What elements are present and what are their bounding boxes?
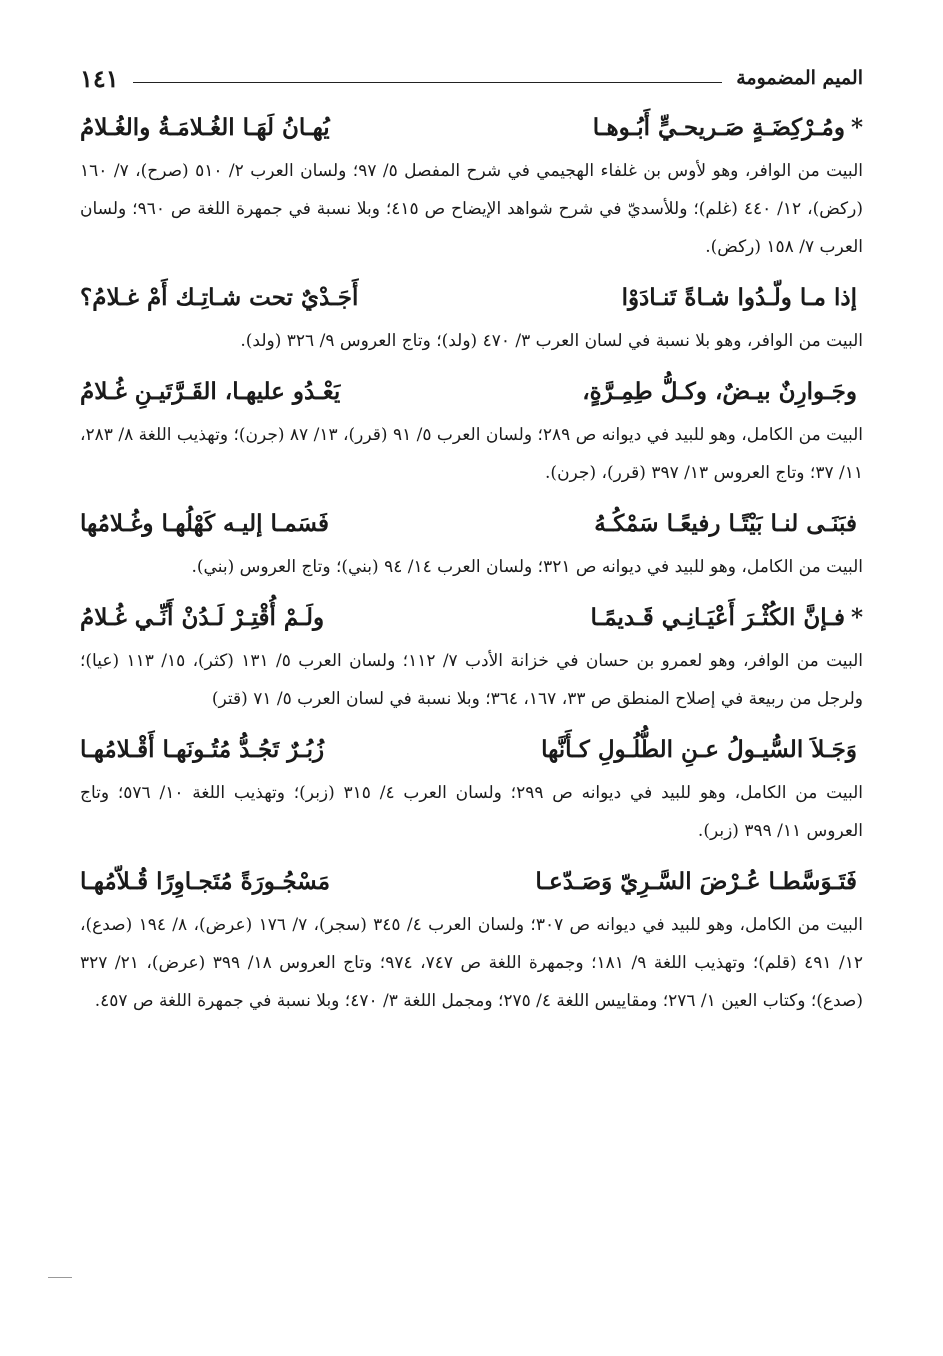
hemistich-first: وجَـوارِنٌ بيـضٌ، وكـلُّ طِمِـرَّةٍ،: [582, 378, 857, 405]
header-rule: [133, 82, 723, 83]
commentary: البيت من الكامل، وهو للبيد في ديوانه ص ٣٢١؛ ولسان العرب ١٤/ ٩٤ (بني)؛ وتاج العروس (بني).: [191, 557, 863, 577]
commentary: البيت من الوافر، وهو بلا نسبة في لسان العرب ٣/ ٤٧٠ (ولد)؛ وتاج العروس ٩/ ٣٢٦ (ولد).: [240, 331, 863, 351]
verse-line: [80, 274, 863, 322]
page-body: [80, 58, 863, 1028]
hemistich-second: مَسْجُـورَةً مُتَجـاوِرًا قُـلاّمُهـا: [80, 868, 331, 895]
verse-line: [80, 594, 863, 642]
commentary: البيت من الوافر، وهو لعمرو بن حسان في خزانة الأدب ٧/ ١١٢؛ ولسان العرب ٥/ ١٣١ (كثر)، ١٥/ ١١٣ (عيا)؛ ولرجل من ربيعة في إصلاح المنطق ص ٣٣، ١٦٧، ٣٦٤؛ وبلا نسبة في لسان العرب ٥/ ٧١ (قتر): [80, 651, 863, 709]
page-header: [80, 58, 863, 98]
hemistich-second: زُبُـرٌ تَجُـدُّ مُتُـونَهـا أَقْـلامُهـا: [80, 736, 325, 763]
verse-line: [80, 858, 863, 906]
hemistich-second: ولَـمْ أُقْتِـرْ لَـدُنْ أَنِّـي غُـلامُ: [80, 604, 325, 631]
verse-line: [80, 726, 863, 774]
hemistich-first: إذا مـا ولّـدُوا شـاةً تَنـادَوْا: [621, 284, 857, 311]
verse-entry-3: [80, 368, 863, 492]
hemistich-first: فبَنَـى لنـا بَيْتًـا رفيعًـا سَمْكُـهُ: [594, 510, 857, 537]
hemistich-first: فـإنَّ الكُثْـرَ أَعْيَـانِـي قَـديمًـا: [590, 604, 845, 631]
verse-line: [80, 368, 863, 416]
running-title: الميم المضمومة: [736, 67, 863, 89]
verse-entry-7: [80, 858, 863, 1020]
hemistich-first: ومُـرْكِضَـةٍ صَـريحـيٍّ أَبُـوهـا: [592, 114, 845, 141]
star-mark: *: [850, 114, 863, 141]
verse-entry-4: [80, 500, 863, 586]
verse-entry-5: [80, 594, 863, 718]
page-number: ١٤١: [80, 63, 119, 93]
hemistich-second: يَعْـدُو عليهـا، القَـرَّتَيـنِ غُـلامُ: [80, 378, 341, 405]
hemistich-second: أَجَـدْيٌ تحت شـاتِـك أَمْ غـلامُ؟: [80, 284, 359, 311]
commentary: البيت من الوافر، وهو لأوس بن غلفاء الهجيمي في شرح المفصل ٥/ ٩٧؛ ولسان العرب ٢/ ٥١٠ (صرح)، ٧/ ١٦٠ (ركض)، ١٢/ ٤٤٠ (غلم)؛ وللأسديّ في شرح شواهد الإيضاح ص ٤١٥؛ وبلا نسبة في جمهرة اللغة ص ٩٦٠؛ ولسان العرب ٧/ ١٥٨ (ركض).: [80, 161, 863, 257]
commentary: البيت من الكامل، وهو للبيد في ديوانه ص ٢٩٩؛ ولسان العرب ٤/ ٣١٥ (زبر)؛ وتهذيب اللغة ١٠/ ٥٧٦؛ وتاج العروس ١١/ ٣٩٩ (زبر).: [80, 783, 863, 841]
verse-entry-2: [80, 274, 863, 360]
hemistich-first: فَتَـوَسَّطـا عُـرْضَ السَّـرِيّ وَصَـدّعـا: [535, 868, 857, 895]
verse-line: [80, 104, 863, 152]
hemistich-second: يُهـانُ لَهَـا الغُـلامَـةُ والغُـلامُ: [80, 114, 330, 141]
star-mark: *: [850, 604, 863, 631]
hemistich-first: وَجَـلاَ السُّيـولُ عـنِ الطُّلُـولِ كـأَنَّها: [541, 736, 857, 763]
commentary: البيت من الكامل، وهو للبيد في ديوانه ص ٣٠٧؛ ولسان العرب ٤/ ٣٤٥ (سجر)، ٧/ ١٧٦ (عرض)، ٨/ ١٩٤ (صدع)، ١٢/ ٤٩١ (قلم)؛ وتهذيب اللغة ٩/ ١٨١؛ وجمهرة اللغة ص ٧٤٧، ٩٧٤؛ وتاج العروس ١٨/ ٣٩٩ (عرض)، ٢١/ ٣٢٧ (صدع)؛ وكتاب العين ١/ ٢٧٦؛ ومقاييس اللغة ٤/ ٢٧٥؛ ومجمل اللغة ٣/ ٤٧٠؛ وبلا نسبة في جمهرة اللغة ص ٤٥٧.: [80, 915, 864, 1011]
margin-mark: [48, 1277, 72, 1278]
verse-entry-1: [80, 104, 863, 266]
hemistich-second: فَسَمـا إليـه كَهْلُهـا وغُـلامُها: [80, 510, 330, 537]
commentary: البيت من الكامل، وهو للبيد في ديوانه ص ٢٨٩؛ ولسان العرب ٥/ ٩١ (قرر)، ١٣/ ٨٧ (جرن)؛ وتهذيب اللغة ٨/ ٢٨٣، ١١/ ٣٧؛ وتاج العروس ١٣/ ٣٩٧ (قرر)، (جرن).: [80, 425, 863, 483]
verse-entry-6: [80, 726, 863, 850]
verse-line: [80, 500, 863, 548]
